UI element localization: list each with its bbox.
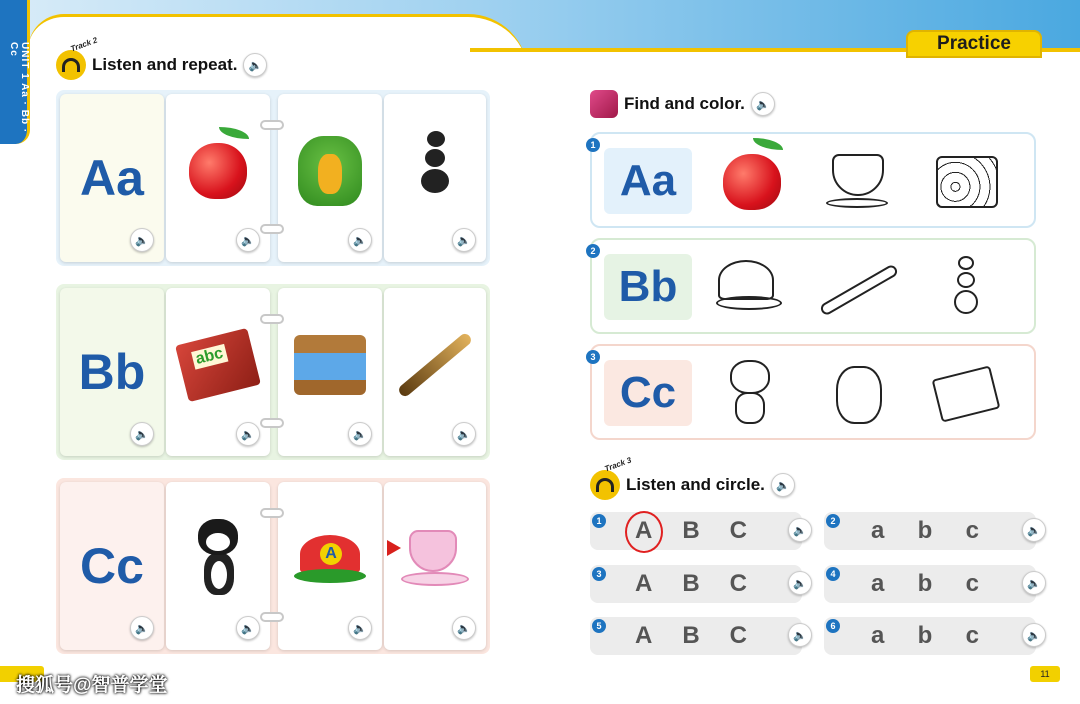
cup-outline-icon[interactable] (818, 148, 898, 216)
item-number: 5 (592, 619, 606, 633)
binder-ring (260, 612, 284, 622)
speaker-icon[interactable]: 🔈 (751, 92, 775, 116)
listen-repeat-header (56, 35, 267, 80)
card-row-c (56, 478, 490, 654)
speaker-icon[interactable]: 🔈 (130, 616, 154, 640)
speaker-icon[interactable]: 🔈 (236, 228, 260, 252)
picture-card-ant[interactable] (384, 94, 486, 262)
letter-text: Cc (80, 538, 144, 594)
alligator-outline-icon[interactable] (818, 360, 898, 428)
letter-card[interactable] (60, 94, 164, 262)
crayon-icon (590, 90, 618, 118)
apple-icon[interactable] (712, 148, 792, 216)
choice-letter[interactable]: b (917, 517, 933, 544)
cat-outline-icon[interactable] (710, 360, 790, 428)
speaker-icon[interactable]: 🔈 (130, 422, 154, 446)
track-label: Track 3 (603, 455, 633, 474)
cap-outline-icon[interactable] (710, 254, 790, 322)
watermark: 搜狐号@智普学堂 (16, 675, 168, 696)
speaker-icon[interactable]: 🔈 (1022, 571, 1046, 595)
cup-icon (401, 530, 469, 588)
choice-letter-circled[interactable]: A (629, 517, 659, 545)
binder-ring (260, 508, 284, 518)
binder-ring (260, 418, 284, 428)
item-number: 3 (592, 567, 606, 581)
binder-ring (260, 120, 284, 130)
ant-outline-icon[interactable] (926, 254, 1006, 322)
unit-side-tab (0, 0, 30, 144)
speaker-icon[interactable]: 🔈 (236, 616, 260, 640)
choice-letter[interactable]: a (870, 517, 885, 544)
book-outline-icon[interactable] (926, 360, 1006, 428)
picture-card-cap[interactable] (278, 482, 382, 650)
speaker-icon[interactable]: 🔈 (243, 53, 267, 77)
binder-ring (260, 224, 284, 234)
item-number: 6 (826, 619, 840, 633)
item-number: 1 (586, 138, 600, 152)
letter-card[interactable] (60, 288, 164, 456)
bat-outline-icon[interactable] (818, 254, 898, 322)
speaker-icon[interactable]: 🔈 (788, 571, 812, 595)
speaker-icon[interactable]: 🔈 (452, 616, 476, 640)
listen-circle-title: Listen and circle. (626, 475, 765, 494)
apple-icon (189, 143, 247, 199)
find-color-title: Find and color. (624, 94, 745, 113)
bat-icon (397, 332, 474, 399)
item-number: 4 (826, 567, 840, 581)
choice-letter[interactable]: b (917, 622, 933, 649)
speaker-icon[interactable]: 🔈 (788, 623, 812, 647)
choice-letter[interactable]: b (917, 570, 933, 597)
find-letter: Cc (604, 360, 692, 426)
bed-icon (294, 335, 366, 395)
circle-item-2 (824, 512, 1041, 550)
page-number: 11 (1030, 666, 1060, 682)
speaker-icon[interactable]: 🔈 (348, 228, 372, 252)
listen-repeat-title: Listen and repeat. (92, 55, 238, 74)
choice-letter[interactable]: a (870, 622, 885, 649)
circle-item-4 (824, 565, 1041, 603)
letter-text: Bb (78, 344, 146, 400)
speaker-icon[interactable]: 🔈 (1022, 623, 1046, 647)
headphones-icon (56, 35, 99, 80)
speaker-icon[interactable]: 🔈 (452, 422, 476, 446)
ant-icon (405, 131, 465, 211)
choice-letter[interactable]: a (870, 570, 885, 597)
item-number: 3 (586, 350, 600, 364)
circle-item-6 (824, 617, 1041, 655)
card-row-a (56, 90, 490, 266)
speaker-icon[interactable]: 🔈 (236, 422, 260, 446)
find-color-header (590, 90, 775, 118)
choice-letter[interactable]: B (682, 517, 700, 544)
choice-letter[interactable]: C (729, 570, 747, 597)
choice-letter[interactable]: B (682, 570, 700, 597)
choice-letter[interactable]: C (729, 622, 747, 649)
find-row-2 (590, 238, 1036, 334)
listen-circle-header (590, 455, 795, 500)
speaker-icon[interactable]: 🔈 (348, 616, 372, 640)
circle-item-3 (590, 565, 807, 603)
binder-ring (260, 314, 284, 324)
find-row-3 (590, 344, 1036, 440)
picture-card-book[interactable] (166, 288, 270, 456)
item-number: 2 (826, 514, 840, 528)
alligator-icon (298, 136, 362, 206)
choice-letter[interactable]: c (965, 517, 979, 544)
picture-card-apple[interactable] (166, 94, 270, 262)
unit-label: UNIT 1 Aa · Bb · Cc (8, 42, 30, 134)
book-icon (175, 328, 261, 402)
bed-outline-icon[interactable] (926, 148, 1006, 216)
practice-tab: Practice (906, 30, 1042, 58)
item-number: 1 (592, 514, 606, 528)
speaker-icon[interactable]: 🔈 (1022, 518, 1046, 542)
picture-card-bed[interactable] (278, 288, 382, 456)
track-label: Track 2 (69, 35, 99, 54)
speaker-icon[interactable]: 🔈 (130, 228, 154, 252)
choice-letter[interactable]: c (965, 622, 979, 649)
circle-item-1 (590, 512, 807, 550)
speaker-icon[interactable]: 🔈 (452, 228, 476, 252)
choice-letter[interactable]: C (729, 517, 747, 544)
cap-icon: A (294, 535, 366, 583)
headphones-icon (590, 455, 633, 500)
find-letter: Bb (604, 254, 692, 320)
circle-item-5 (590, 617, 807, 655)
picture-card-alligator[interactable] (278, 94, 382, 262)
speaker-icon[interactable]: 🔈 (348, 422, 372, 446)
choice-letter[interactable]: B (682, 622, 700, 649)
cat-icon (192, 519, 244, 599)
letter-card[interactable] (60, 482, 164, 650)
letter-text: Aa (80, 150, 144, 206)
find-letter: Aa (604, 148, 692, 214)
item-number: 2 (586, 244, 600, 258)
picture-card-cat[interactable] (166, 482, 270, 650)
choice-letter[interactable]: A (634, 622, 653, 649)
picture-card-bat[interactable] (384, 288, 486, 456)
find-row-1 (590, 132, 1036, 228)
picture-card-cup[interactable] (384, 482, 486, 650)
choice-letter[interactable]: A (634, 570, 653, 597)
card-row-b (56, 284, 490, 460)
speaker-icon[interactable]: 🔈 (788, 518, 812, 542)
speaker-icon[interactable]: 🔈 (771, 473, 795, 497)
choice-letter[interactable]: c (965, 570, 979, 597)
